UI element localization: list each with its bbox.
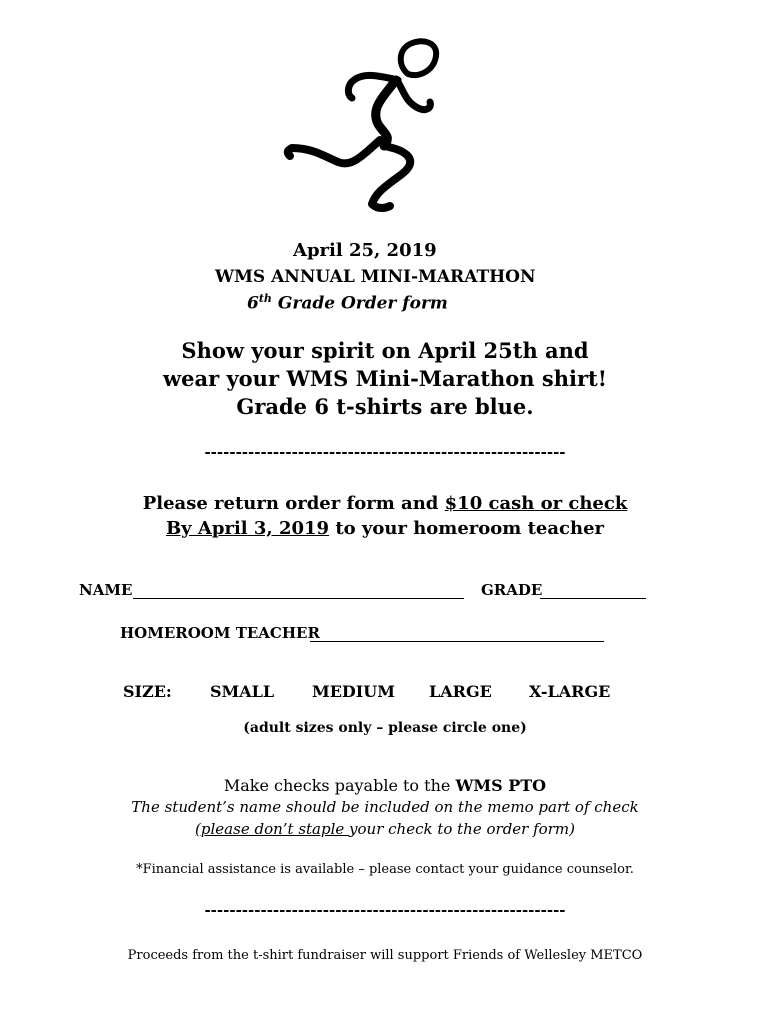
homeroom-teacher-field[interactable] [310,641,604,642]
memo-instructions: The student’s name should be included on the memo part of check [131,798,639,816]
return-instructions-line-2 [0,518,770,539]
form-subtitle-text: Grade Order form [271,293,448,314]
headline-line-3: Grade 6 t-shirts are blue. [236,394,534,419]
financial-assistance-note: *Financial assistance is available – please contact your guidance counselor. [136,862,634,877]
size-option-x-large[interactable]: X-LARGE [529,682,611,701]
divider-top: ---------------------------------------------------------- [204,443,566,461]
size-option-medium[interactable]: MEDIUM [312,682,395,701]
return-destination: to your homeroom teacher [329,518,605,539]
proceeds-note: Proceeds from the t-shirt fundraiser will support Friends of Wellesley METCO [127,948,643,963]
size-option-large[interactable]: LARGE [429,682,492,701]
payment-amount: $10 cash or check [444,493,628,514]
grade-label: GRADE [481,581,543,599]
grade-field[interactable] [540,598,646,599]
grade-suffix: th [258,292,272,305]
grade-number: 6 [247,293,259,314]
name-label: NAME [79,581,133,599]
event-title: WMS ANNUAL MINI-MARATHON [215,267,536,287]
payable-text: Make checks payable to the [223,776,456,795]
event-date: April 25, 2019 [293,240,437,261]
size-option-small[interactable]: SMALL [210,682,275,701]
staple-note-rest: your check to the order form) [349,820,575,838]
name-field[interactable] [133,598,464,599]
divider-bottom: ---------------------------------------------------------- [204,901,566,919]
form-subtitle [247,292,448,314]
running-figure-icon [280,36,450,214]
payable-instructions [0,776,770,795]
headline-line-2: wear your WMS Mini-Marathon shirt! [163,366,607,391]
size-label: SIZE: [123,682,172,701]
homeroom-teacher-label: HOMEROOM TEACHER [120,624,320,642]
due-date: By April 3, 2019 [165,518,330,539]
staple-note [0,820,770,838]
size-note: (adult sizes only – please circle one) [243,720,527,736]
payee-name: WMS PTO [455,776,547,795]
return-instructions-line-1 [0,493,770,514]
headline-line-1: Show your spirit on April 25th and [181,338,589,363]
return-text: Please return order form and [142,493,445,514]
staple-note-emphasis: (please don’t staple [195,820,350,838]
